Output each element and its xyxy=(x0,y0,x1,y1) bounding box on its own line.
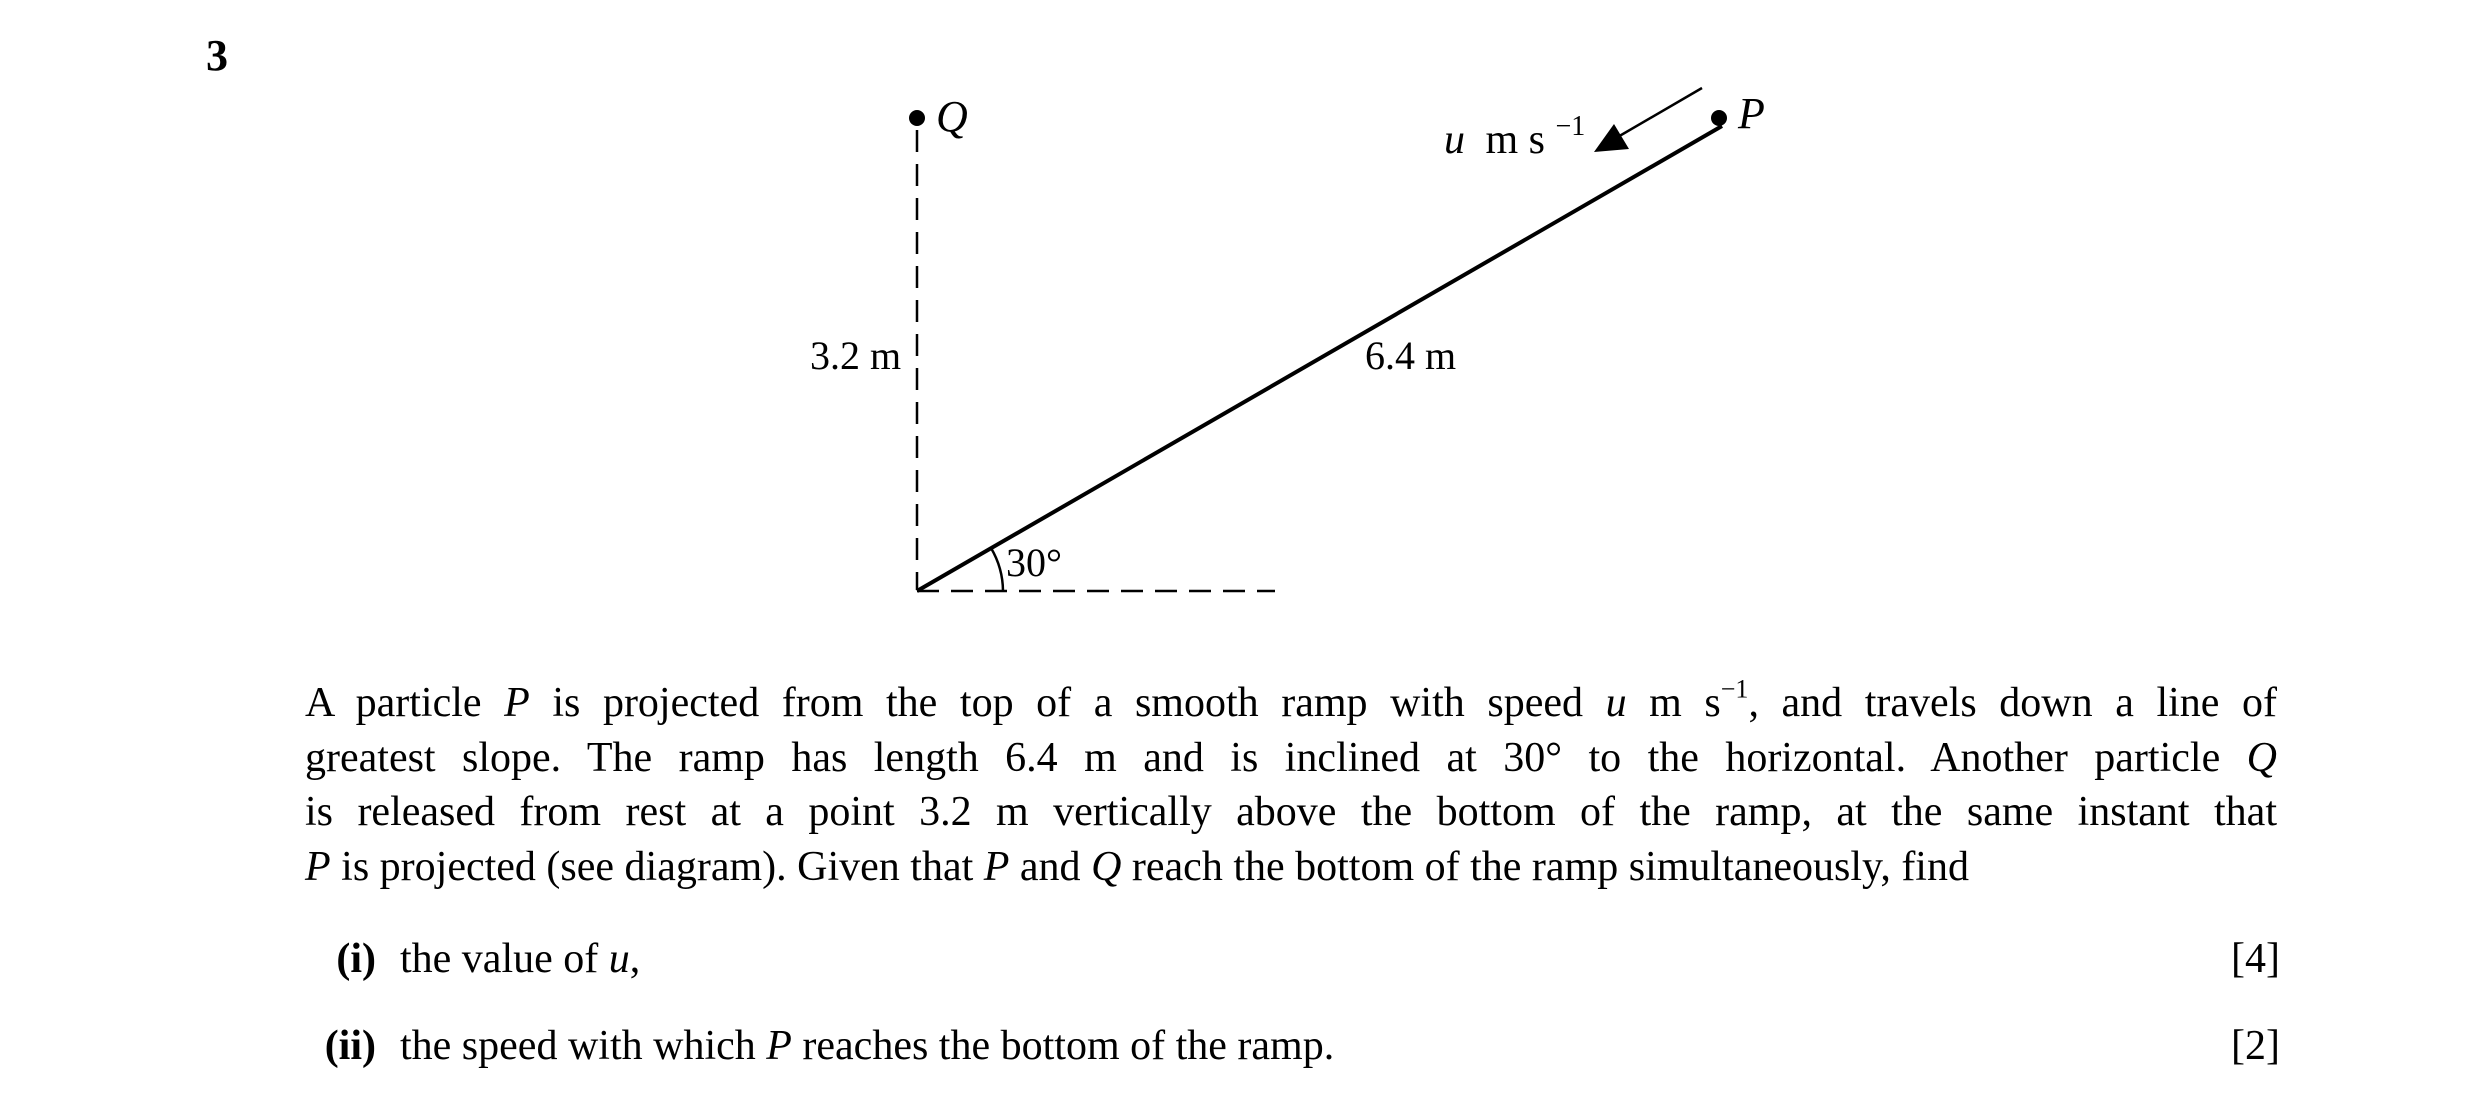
part-text xyxy=(400,1025,1334,1067)
speed-var: u xyxy=(1444,117,1465,163)
var-u: u xyxy=(1605,680,1627,726)
var-q: Q xyxy=(2246,734,2277,781)
speed-label xyxy=(1444,111,1585,163)
paragraph-line-2 xyxy=(305,731,2277,786)
text-run: is released from rest at a point 3.2 m vertically above the bottom of the ramp, at the same instant that xyxy=(305,789,2277,835)
text-run: the value of xyxy=(400,936,609,982)
angle-arc xyxy=(991,548,1003,591)
velocity-arrow-shaft xyxy=(1616,88,1702,138)
point-q-dot xyxy=(909,110,925,126)
paragraph-line-1 xyxy=(305,676,2277,731)
question-paragraph xyxy=(305,676,2277,894)
part-label: (ii) xyxy=(324,1023,376,1069)
speed-exp: −1 xyxy=(1555,111,1586,142)
marks-label: [2] xyxy=(2231,1023,2280,1069)
var-p: P xyxy=(766,1023,792,1069)
speed-unit: m s xyxy=(1485,117,1546,163)
text-run: greatest slope. The ramp has length 6.4 m and is inclined at 30° to the horizontal. Another particle xyxy=(305,734,2247,781)
height-label: 3.2 m xyxy=(810,333,902,378)
paragraph-line-4 xyxy=(305,840,2277,895)
label-q: Q xyxy=(936,92,968,141)
marks-label: [4] xyxy=(2231,936,2280,982)
text-run: reach the bottom of the ramp simultaneously, find xyxy=(1121,843,1969,890)
angle-label: 30° xyxy=(1006,540,1062,585)
var-p: P xyxy=(504,680,530,726)
text-run: , and travels down a line of xyxy=(1748,680,2277,726)
text-run: m s xyxy=(1626,680,1721,726)
text-run: reaches the bottom of the ramp. xyxy=(791,1023,1335,1069)
question-number: 3 xyxy=(206,31,228,80)
var-p: P xyxy=(983,843,1010,890)
velocity-arrow-head xyxy=(1594,124,1629,152)
var-p: P xyxy=(305,843,331,890)
var-u: u xyxy=(608,936,630,982)
var-q: Q xyxy=(1091,843,1122,890)
paragraph-line-3 xyxy=(305,785,2277,840)
label-p: P xyxy=(1738,89,1765,138)
text-run: and xyxy=(1009,843,1092,890)
text-run: the speed with which xyxy=(400,1023,767,1069)
text-run: is projected from the top of a smooth ramp with speed xyxy=(529,680,1606,726)
point-p-dot xyxy=(1711,110,1727,126)
text-run: , xyxy=(629,936,641,982)
part-text xyxy=(400,938,640,980)
text-run: is projected (see diagram). Given that xyxy=(330,843,984,890)
ramp-length-label: 6.4 m xyxy=(1365,333,1457,378)
part-label: (i) xyxy=(336,936,376,982)
exponent: −1 xyxy=(1720,674,1749,704)
text-run: A particle xyxy=(305,680,505,726)
ramp-line xyxy=(917,126,1722,591)
